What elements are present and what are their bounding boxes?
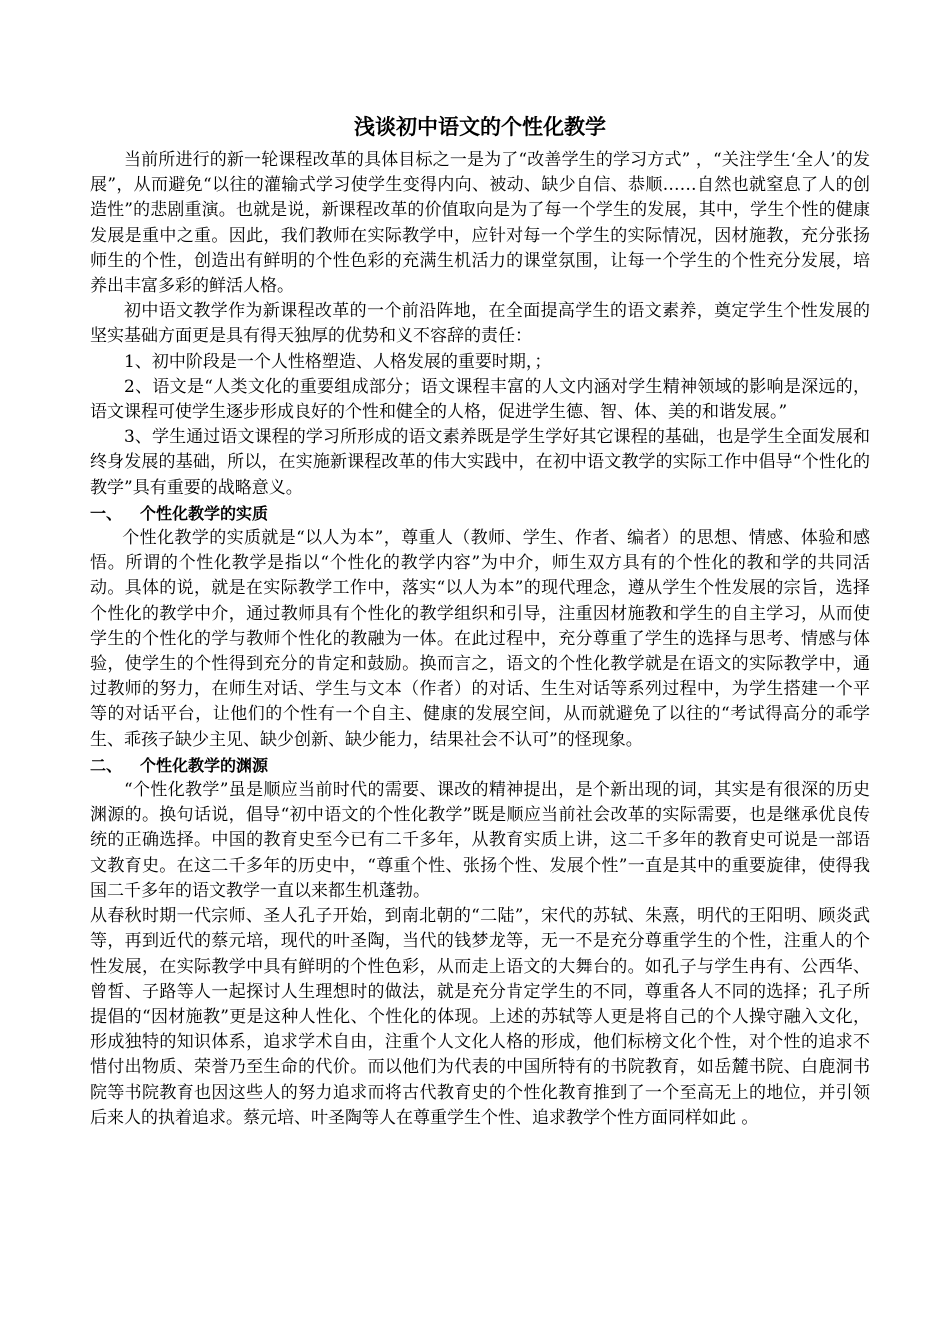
history-paragraph: 从春秋时期一代宗师、圣人孔子开始，到南北朝的“二陆”，宋代的苏轼、朱熹，明代的王阳明、顾炎武等，再到近代的蔡元培，现代的叶圣陶，当代的钱梦龙等，无一不是充分尊重学生的个性，注重人的个性发展，在实际教学中具有鲜明的个性色彩，从而走上语文的大舞台的。如孔子与学生冉有、公西华、曾皙、子路等人一起探讨人生理想时的做法，就是充分肯定学生的不同，尊重各人不同的选择；孔子所提倡的“因材施教”更是这种人性化、个性化的体现。上述的苏轼等人更是将自己的个人操守融入文化，形成独特的知识体系，追求学术自由，注重个人文化人格的形成，他们标榜文化个性，对个性的追求不惜付出物质、荣誉乃至生命的代价。而以他们为代表的中国所特有的书院教育，如岳麓书院、白鹿洞书院等书院教育也因这些人的努力追求而将古代教育史的个性化教育推到了一个至高无上的地位，并引领后来人的执着追求。蔡元培、叶圣陶等人在尊重学生个性、追求教学个性方面同样如此 。 [90,906,870,1128]
section-title-1: 个性化教学的实质 [140,503,269,523]
section-number-2: 二、 [90,755,123,775]
document-page [90,112,870,1131]
origin-paragraph: “个性化教学”虽是顺应当前时代的需要、课改的精神提出，是个新出现的词，其实是有很深的历史渊源的。换句话说，倡导“初中语文的个性化教学”既是顺应当前社会改革的实际需要，也是继承优良传统的正确选择。中国的教育史至今已有二千多年，从教育实质上讲，这二千多年的教育史可说是一部语文教育史。在这二千多年的历史中，“尊重个性、张扬个性、发展个性”一直是其中的重要旋律，使得我国二千多年的语文教学一直以来都生机蓬勃。 [90,780,870,901]
intro-paragraph: 当前所进行的新一轮课程改革的具体目标之一是为了“改善学生的学习方式” ，“关注学生‘全人’的发展”，从而避免“以往的灌输式学习使学生变得内向、被动、缺少自信、恭顺……自然也就窒息了人的创造性”的悲剧重演。也就是说，新课程改革的价值取向是为了每一个学生的发展，其中，学生个性的健康发展是重中之重。因此，我们教师在实际教学中，应针对每一个学生的实际情况，因材施教，充分张扬师生的个性，创造出有鲜明的个性色彩的充满生机活力的课堂氛围，让每一个学生的个性充分发展，培养出丰富多彩的鲜活人格。 [90,150,870,297]
context-paragraph: 初中语文教学作为新课程改革的一个前沿阵地，在全面提高学生的语文素养，奠定学生个性发展的坚实基础方面更是具有得天独厚的优势和义不容辞的责任： [90,301,870,347]
section-heading-1 [90,501,870,526]
essence-paragraph: 个性化教学的实质就是“以人为本”，尊重人（教师、学生、作者、编者）的思想、情感、体验和感悟。所谓的个性化教学是指以“个性化的教学内容”为中介，师生双方具有的个性化的教和学的共同活动。具体的说，就是在实际教学工作中，落实“以人为本”的现代理念，遵从学生个性发展的宗旨，选择个性化的教学中介，通过教师具有个性化的教学组织和引导，注重因材施教和学生的自主学习，从而使学生的个性化的学与教师个性化的教融为一体。在此过程中，充分尊重了学生的选择与思考、情感与体验，使学生的个性得到充分的肯定和鼓励。换而言之，语文的个性化教学就是在语文的实际教学中，通过教师的努力，在师生对话、学生与文本（作者）的对话、生生对话等系列过程中，为学生搭建一个平等的对话平台，让他们的个性有一个自主、健康的发展空间，从而就避免了以往的“考试得高分的乖学生、乖孩子缺少主见、缺少创新、缺少能力，结果社会不认可”的怪现象。 [90,528,870,750]
list-item-3: 3、学生通过语文课程的学习所形成的语文素养既是学生学好其它课程的基础，也是学生全面发展和终身发展的基础，所以，在实施新课程改革的伟大实践中，在初中语文教学的实际工作中倡导“个性化的教学”具有重要的战略意义。 [90,427,870,498]
document-title: 浅谈初中语文的个性化教学 [354,115,606,139]
list-item-1: 1、初中阶段是一个人性格塑造、人格发展的重要时期，； [124,351,552,372]
section-heading-2 [90,753,870,778]
section-title-2: 个性化教学的渊源 [140,755,269,775]
list-item-2: 2、语文是“人类文化的重要组成部分；语文课程丰富的人文内涵对学生精神领域的影响是深远的，语文课程可使学生逐步形成良好的个性和健全的人格，促进学生德、智、体、美的和谐发展。” [90,376,870,423]
section-number-1: 一、 [90,503,123,523]
